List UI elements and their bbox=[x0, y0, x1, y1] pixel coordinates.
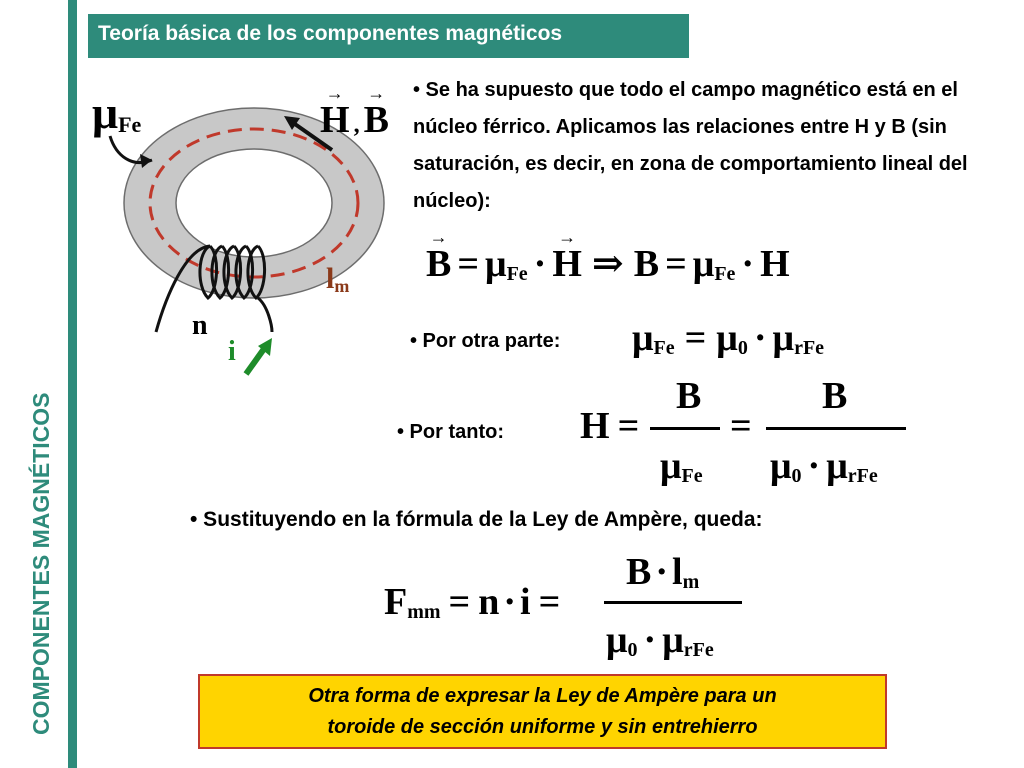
eq4-n: n bbox=[478, 581, 500, 623]
eq4-equals2: = bbox=[538, 581, 561, 623]
eq1-dot: · bbox=[533, 243, 547, 285]
conclusion-line-2: toroide de sección uniforme y sin entrehierro bbox=[327, 716, 758, 738]
eq3-den1-mu: μ bbox=[660, 445, 682, 487]
eq4-denominator bbox=[606, 618, 714, 662]
eq3-den2 bbox=[770, 444, 878, 488]
eq1-mu2: μ bbox=[692, 243, 715, 285]
eq1-b: → B bbox=[426, 242, 451, 286]
eq3-den2-dot: · bbox=[807, 445, 821, 487]
side-accent-bar bbox=[68, 0, 77, 768]
eq1-mu2-sub: Fe bbox=[714, 263, 736, 285]
label-mu: μ bbox=[92, 87, 119, 138]
eq4-num-dot: · bbox=[655, 551, 669, 593]
eq4-num-l-sub: m bbox=[682, 571, 700, 593]
eq3-h-equals bbox=[580, 404, 639, 448]
eq4-den-mu0-sub: 0 bbox=[627, 639, 638, 661]
eq4-equals: = bbox=[448, 581, 471, 623]
eq3-equals2: = bbox=[730, 405, 752, 447]
eq4-num-l: l bbox=[672, 551, 683, 593]
eq2-equals: = bbox=[684, 317, 707, 359]
eq4-den-mur-sub: rFe bbox=[683, 639, 714, 661]
eq2-mu: μ bbox=[632, 317, 654, 359]
label-lm bbox=[326, 262, 349, 297]
intro-text: • Se ha supuesto que todo el campo magnético está en el núcleo férrico. Aplicamos las relaciones entre H y B (sin saturación, es decir, en zona de comportamiento lineal del núcleo): bbox=[413, 79, 968, 212]
eq3-frac2-bar bbox=[766, 427, 906, 430]
eq4-den-mu0: μ bbox=[606, 619, 628, 661]
eq4-dot: · bbox=[503, 581, 517, 623]
eq4-frac-bar bbox=[604, 601, 742, 604]
eq4-i: i bbox=[520, 581, 531, 623]
eq1-mu: μ bbox=[485, 243, 507, 285]
label-h-b bbox=[320, 98, 389, 142]
conclusion-box bbox=[198, 674, 887, 749]
eq2-mur: μ bbox=[772, 317, 795, 359]
equation-b-mu-h bbox=[426, 240, 790, 286]
bullet-por-tanto: • Por tanto: bbox=[397, 421, 504, 443]
eq2-mur-sub: rFe bbox=[794, 337, 825, 359]
eq3-den2-mu0: μ bbox=[770, 445, 792, 487]
eq2-mu0: μ bbox=[716, 317, 738, 359]
label-l: l bbox=[326, 262, 335, 295]
eq4-den-mur: μ bbox=[662, 619, 684, 661]
eq4-f-sub: mm bbox=[407, 601, 441, 623]
label-i: i bbox=[228, 336, 236, 367]
side-title: COMPONENTES MAGNÉTICOS bbox=[28, 392, 54, 735]
eq2-mu-sub: Fe bbox=[653, 337, 675, 359]
eq3-num1: B bbox=[676, 375, 702, 417]
eq3-den1 bbox=[660, 444, 703, 488]
equation-mu-fe bbox=[632, 316, 824, 360]
eq3-den2-mur: μ bbox=[826, 445, 848, 487]
bullet-otra-parte: • Por otra parte: bbox=[410, 330, 561, 352]
eq3-den2-mu0-sub: 0 bbox=[791, 465, 802, 487]
eq2-dot: · bbox=[753, 317, 767, 359]
label-b: → B bbox=[364, 98, 389, 142]
eq4-den-dot: · bbox=[643, 619, 657, 661]
label-mu-sub: Fe bbox=[118, 112, 142, 137]
eq1-equals2: = bbox=[665, 243, 687, 285]
eq1-implies: ⇒ bbox=[591, 243, 624, 285]
eq3-den1-sub: Fe bbox=[681, 465, 703, 487]
label-comma: , bbox=[353, 112, 360, 138]
eq3-den2-mur-sub: rFe bbox=[847, 465, 878, 487]
eq4-num-b: B bbox=[626, 551, 652, 593]
eq1-dot2: · bbox=[741, 243, 755, 285]
current-arrow bbox=[246, 346, 266, 374]
eq3-num2: B bbox=[822, 375, 848, 417]
eq1-equals: = bbox=[457, 243, 480, 285]
eq1-mu-sub: Fe bbox=[506, 263, 528, 285]
eq1-h2: H bbox=[760, 243, 790, 285]
label-h: → H bbox=[320, 98, 350, 142]
eq2-mu0-sub: 0 bbox=[737, 337, 748, 359]
bullet-sustituyendo: • Sustituyendo en la fórmula de la Ley de Ampère, queda: bbox=[190, 508, 763, 531]
eq3-equals: = bbox=[617, 405, 640, 447]
eq3-frac1-bar bbox=[650, 427, 720, 430]
label-n: n bbox=[192, 310, 208, 341]
eq3-h: H bbox=[580, 405, 610, 447]
eq4-numerator bbox=[626, 550, 699, 594]
eq4-left bbox=[384, 580, 560, 624]
eq1-b2: B bbox=[633, 243, 660, 285]
label-l-sub: m bbox=[334, 276, 350, 296]
header-title: Teoría básica de los componentes magnéticos bbox=[88, 14, 689, 58]
eq1-h: → H bbox=[552, 242, 582, 286]
label-mu-fe bbox=[92, 86, 141, 139]
conclusion-line-1: Otra forma de expresar la Ley de Ampère para un bbox=[308, 685, 777, 707]
eq4-f: F bbox=[384, 581, 408, 623]
